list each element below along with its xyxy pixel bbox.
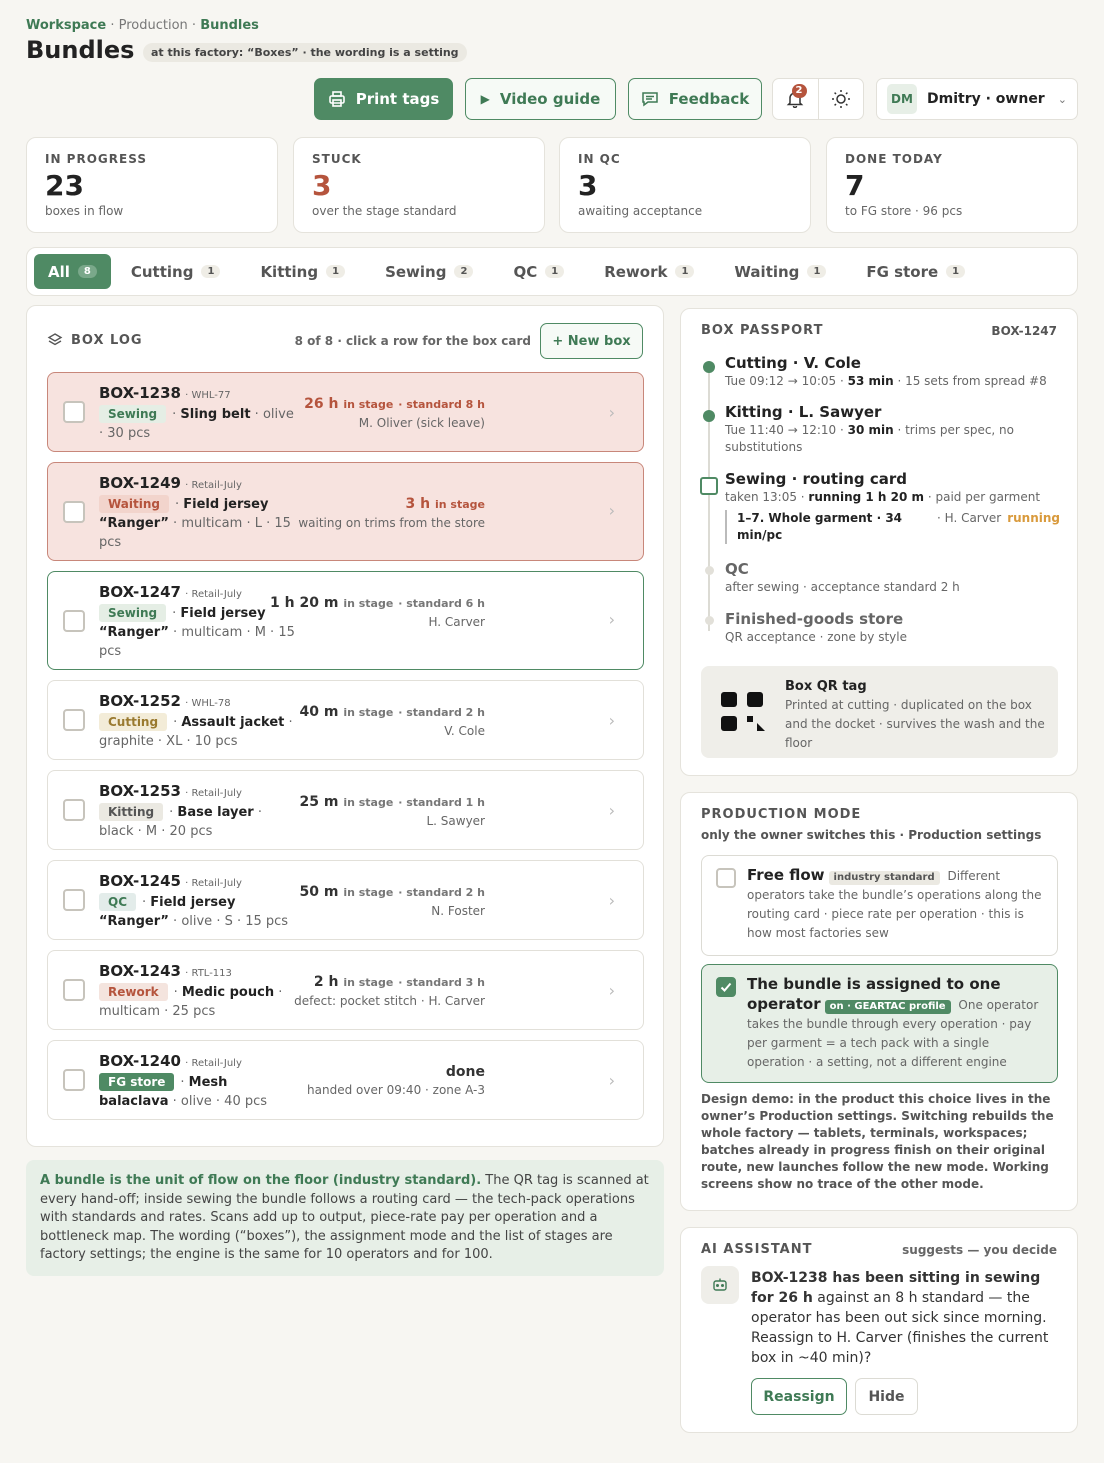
user-name: Dmitry · owner	[927, 91, 1045, 107]
box-id: BOX-1245	[99, 872, 181, 890]
box-details: olive · 30 pcs	[99, 407, 294, 441]
mode-option-name: Free flow	[747, 866, 825, 884]
layers-icon	[47, 332, 63, 348]
box-row-info: BOX-1252 · WHL-78 Cutting · Assault jacket · graphite · XL · 10 pcs	[99, 692, 293, 749]
row-checkbox[interactable]	[63, 401, 85, 423]
tab-label: All	[48, 262, 70, 281]
production-mode-subtitle: only the owner switches this · Production settings	[701, 828, 1042, 842]
step-pending-dot	[705, 566, 714, 575]
tab-count: 1	[675, 265, 694, 278]
theme-toggle-button[interactable]	[818, 79, 864, 119]
stat-sub: over the stage standard	[312, 204, 457, 218]
step-name: Cutting · V. Cole	[725, 354, 861, 372]
breadcrumb-separator: ·	[106, 18, 119, 33]
stage-tabs	[26, 247, 1078, 296]
tab-sewing[interactable]	[365, 254, 493, 289]
design-demo-note: Design demo: in the product this choice lives in the owner’s Production settings. Switching rebuilds the whole factory — tablets, terminals, workspaces; batches already in progress finish on their original route, new launches follow the new mode. Working screens show no trace of the other mode.	[701, 1092, 1054, 1191]
print-tags-label: Print tags	[355, 90, 440, 108]
breadcrumb-workspace[interactable]: Workspace	[26, 18, 107, 33]
mode-option-text: Different operators take the bundle’s operations along the routing card · piece rate per operation · this is how most factories sew	[747, 869, 1042, 940]
box-row-info: BOX-1238 · WHL-77 Sewing · Sling belt · olive · 30 pcs	[99, 384, 294, 441]
box-log-hint: 8 of 8 · click a row for the box card	[294, 334, 531, 348]
row-checkbox[interactable]	[63, 610, 85, 632]
tab-qc[interactable]	[493, 254, 584, 289]
mode-option-tag: industry standard	[829, 871, 940, 885]
box-row[interactable]	[47, 571, 644, 670]
tab-count: 1	[545, 265, 564, 278]
stage-standard: · standard 6 h	[398, 597, 485, 610]
box-style-code: Retail-July	[191, 1058, 242, 1069]
box-product: Mesh balaclava	[99, 1075, 228, 1109]
box-style-code: WHL-77	[191, 390, 231, 401]
passport-title: BOX PASSPORT	[701, 323, 824, 338]
wording-note: at this factory: “Boxes” · the wording is a setting	[143, 43, 467, 62]
info-note-lead: A bundle is the unit of flow on the floor (industry standard).	[40, 1173, 482, 1188]
box-assignee: V. Cole	[444, 724, 485, 738]
step-pending-dot	[705, 616, 714, 625]
box-assignee: handed over 09:40 · zone A-3	[307, 1083, 485, 1097]
feedback-button[interactable]	[628, 78, 762, 120]
stage-pill: Kitting	[99, 803, 163, 821]
tab-label: Cutting	[130, 262, 194, 281]
qr-tag-title: Box QR tag	[785, 679, 867, 694]
bundle-info-note	[26, 1160, 664, 1276]
stage-pill: QC	[99, 893, 136, 911]
stage-standard: · standard 1 h	[398, 796, 485, 809]
step-note: · 15 sets from spread #8	[893, 374, 1047, 388]
box-row-info: BOX-1247 · Retail-July Sewing · Field jersey “Ranger” · multicam · M · 15 pcs	[99, 583, 295, 659]
box-row-timing	[185, 703, 485, 740]
tab-label: Rework	[604, 262, 668, 281]
box-id: BOX-1253	[99, 782, 181, 800]
box-row-info: BOX-1243 · RTL-113 Rework · Medic pouch · multicam · 25 pcs	[99, 962, 283, 1019]
box-row[interactable]	[47, 680, 644, 760]
stat-value: 3	[578, 169, 598, 202]
box-product: Base layer	[177, 805, 254, 820]
time-unit: in stage	[343, 398, 394, 411]
box-style-code: Retail-July	[191, 878, 242, 889]
row-checkbox[interactable]	[63, 889, 85, 911]
box-id: BOX-1238	[99, 384, 181, 402]
box-log-panel	[26, 305, 664, 1147]
ai-message-text: against an 8 h standard — the operator has been out sick since morning. Reassign to H. Carver (finishes the current box in ~40 min)?	[751, 1290, 1049, 1366]
tab-cutting[interactable]	[111, 254, 241, 289]
feedback-label: Feedback	[668, 90, 750, 108]
box-style-code: Retail-July	[191, 788, 242, 799]
box-product: Field jersey “Ranger”	[99, 497, 269, 531]
chevron-right-icon: ›	[608, 891, 615, 910]
box-details: olive · 40 pcs	[180, 1094, 268, 1109]
comment-icon	[641, 90, 659, 108]
step-note: · trims per spec, no substitutions	[725, 423, 1015, 454]
tab-kitting[interactable]	[240, 254, 365, 289]
stat-stuck	[293, 137, 545, 233]
box-log-title: BOX LOG	[71, 332, 143, 348]
breadcrumb-current: Bundles	[200, 18, 259, 33]
time-unit: in stage	[343, 976, 394, 989]
reassign-button[interactable]: Reassign	[751, 1378, 847, 1415]
timeline-line	[708, 369, 710, 631]
tab-count: 1	[201, 265, 220, 278]
box-row-timing	[185, 495, 485, 532]
box-style-code: WHL-78	[191, 698, 231, 709]
box-assignee: waiting on trims from the store	[298, 516, 485, 530]
passport-box-id: BOX-1247	[991, 324, 1057, 338]
time-unit: in stage	[343, 796, 394, 809]
stat-in-qc	[559, 137, 811, 233]
box-id: BOX-1252	[99, 692, 181, 710]
tab-count: 8	[78, 265, 97, 278]
time-unit: in stage	[343, 706, 394, 719]
time-in-stage: 3 h	[405, 496, 431, 512]
mode-checkbox[interactable]	[716, 868, 736, 888]
operation-status: running	[1007, 511, 1060, 525]
chevron-right-icon: ›	[608, 711, 615, 730]
step-note: after sewing · acceptance standard 2 h	[725, 580, 960, 594]
row-checkbox[interactable]	[63, 799, 85, 821]
time-in-stage: 1 h 20 m	[270, 595, 339, 611]
tab-label: Kitting	[260, 262, 319, 281]
box-log-header	[47, 332, 143, 348]
tab-count: 2	[454, 265, 473, 278]
operation-name: 1–7. Whole garment · 34 min/pc	[737, 511, 903, 542]
routing-operation	[725, 510, 1060, 544]
tab-rework[interactable]	[584, 254, 714, 289]
stat-in-progress	[26, 137, 278, 233]
notification-count-badge: 2	[792, 84, 807, 98]
box-details: olive · S · 15 pcs	[181, 914, 289, 929]
stat-label: DONE TODAY	[845, 152, 943, 166]
step-time: taken 13:05 ·	[725, 490, 809, 504]
box-row-info: BOX-1253 · Retail-July Kitting · Base layer · black · M · 20 pcs	[99, 782, 262, 839]
timeline-step-qc	[725, 559, 1060, 596]
mode-option-name: The bundle is assigned to one operator	[747, 975, 1001, 1013]
page-title: Bundles	[26, 36, 135, 64]
box-style-code: Retail-July	[191, 480, 242, 491]
new-box-button[interactable]: + New box	[540, 323, 643, 359]
chevron-right-icon: ›	[608, 501, 615, 520]
tab-label: FG store	[866, 262, 939, 281]
step-current-marker	[700, 477, 718, 495]
box-qr-tag-card	[701, 666, 1058, 758]
box-row[interactable]	[47, 860, 644, 940]
video-guide-label: Video guide	[499, 90, 601, 108]
box-row-info: BOX-1240 · Retail-July FG store · Mesh balaclava · olive · 40 pcs	[99, 1052, 268, 1109]
time-in-stage: 25 m	[299, 794, 339, 810]
row-checkbox[interactable]	[63, 1069, 85, 1091]
tab-count: 1	[326, 265, 345, 278]
time-unit: in stage	[343, 886, 394, 899]
stage-pill: FG store	[99, 1073, 174, 1091]
robot-icon	[701, 1266, 739, 1304]
ai-message-lead: BOX-1238 has been sitting in sewing for 26 h	[751, 1270, 1041, 1306]
tab-count: 1	[807, 265, 826, 278]
play-icon: ▶	[480, 92, 490, 106]
stat-value: 7	[845, 169, 865, 202]
box-passport-panel	[680, 308, 1078, 776]
box-id: BOX-1247	[99, 583, 181, 601]
breadcrumb	[26, 18, 259, 33]
box-row-timing	[185, 793, 485, 830]
timeline-step-cutting	[725, 353, 1060, 390]
box-row[interactable]	[47, 770, 644, 850]
tab-fg-store[interactable]	[846, 254, 985, 289]
step-name: Kitting · L. Sawyer	[725, 403, 882, 421]
print-tags-button[interactable]	[314, 78, 453, 120]
step-note: · paid per garment	[924, 490, 1041, 504]
notifications-button[interactable]	[773, 79, 818, 119]
time-in-stage: 2 h	[313, 974, 339, 990]
stage-pill: Rework	[99, 983, 168, 1001]
stage-pill: Sewing	[99, 604, 166, 622]
box-details: multicam · M · 15 pcs	[99, 625, 295, 659]
box-row-timing	[185, 395, 485, 432]
step-done-dot	[703, 410, 715, 422]
avatar: DM	[887, 84, 917, 114]
row-checkbox[interactable]	[63, 979, 85, 1001]
ai-assistant-panel	[680, 1227, 1078, 1433]
timeline-step-kitting	[725, 402, 1060, 456]
tab-label: QC	[513, 262, 538, 281]
box-id: BOX-1240	[99, 1052, 181, 1070]
ai-assistant-title: AI ASSISTANT	[701, 1242, 813, 1257]
production-mode-panel	[680, 792, 1078, 1211]
time-unit: in stage	[435, 498, 485, 511]
breadcrumb-production[interactable]: Production	[118, 18, 188, 33]
row-checkbox[interactable]	[63, 501, 85, 523]
box-details: multicam · L · 15 pcs	[99, 516, 291, 550]
tab-count: 1	[946, 265, 965, 278]
step-duration: 53 min	[847, 374, 894, 388]
qr-code-icon	[721, 692, 765, 732]
box-row-timing	[185, 594, 485, 631]
operation-operator: · H. Carver	[937, 511, 1002, 525]
box-id: BOX-1243	[99, 962, 181, 980]
stat-sub: awaiting acceptance	[578, 204, 703, 218]
box-row-info: BOX-1249 · Retail-July Waiting · Field jersey “Ranger” · multicam · L · 15 pcs	[99, 474, 291, 550]
stat-sub: boxes in flow	[45, 204, 124, 218]
timeline-step-fg-store	[725, 609, 1060, 646]
stage-standard: · standard 8 h	[398, 398, 485, 411]
icon-toolbar	[772, 78, 864, 120]
stat-label: STUCK	[312, 152, 362, 166]
step-duration: running 1 h 20 m	[808, 490, 925, 504]
mode-option-tag: on · GEARTAC profile	[825, 1000, 951, 1014]
stat-value: 23	[45, 169, 84, 202]
chevron-right-icon: ›	[608, 801, 615, 820]
box-product: Assault jacket	[181, 715, 285, 730]
box-details: black · M · 20 pcs	[99, 824, 213, 839]
box-row-timing	[185, 1063, 485, 1099]
info-note-text: The QR tag is scanned at every hand-off; inside sewing the bundle follows a routing card — the tech-pack operations with standards and rates. Scans add up to output, piece-rate pay per operation and a bottleneck map. The wording (“boxes”), the assignment mode and the list of stages are factory settings; the engine is the same for 10 operators and for 100.	[40, 1173, 649, 1262]
mode-option-text: One operator takes the bundle through every operation · pay per garment = a tech pack with a single operation · a setting, not a different engine	[747, 998, 1039, 1069]
mode-checkbox-checked[interactable]	[716, 977, 736, 997]
printer-icon	[328, 90, 346, 108]
box-row[interactable]	[47, 1040, 644, 1120]
video-guide-button[interactable]	[465, 78, 616, 120]
qr-tag-text: Printed at cutting · duplicated on the box and the docket · survives the wash and the floor	[785, 698, 1045, 750]
chevron-right-icon: ›	[608, 981, 615, 1000]
chevron-right-icon: ›	[608, 403, 615, 422]
mode-option-free-flow[interactable]	[701, 855, 1058, 956]
step-name: QC	[725, 560, 749, 578]
step-name: Finished-goods store	[725, 610, 904, 628]
box-row-timing	[185, 973, 485, 1010]
box-product: Sling belt	[180, 407, 251, 422]
box-product: Field jersey “Ranger”	[99, 895, 236, 929]
tab-all[interactable]	[34, 254, 111, 289]
box-product: Medic pouch	[181, 985, 275, 1000]
time-in-stage: 50 m	[299, 884, 339, 900]
breadcrumb-separator: ·	[187, 18, 201, 33]
step-time: Tue 09:12 → 10:05 ·	[725, 374, 848, 388]
box-product: Field jersey “Ranger”	[99, 606, 266, 640]
step-time: Tue 11:40 → 12:10 ·	[725, 423, 848, 437]
box-id: BOX-1249	[99, 474, 181, 492]
box-details: graphite · XL · 10 pcs	[99, 734, 238, 749]
box-row[interactable]	[47, 950, 644, 1030]
production-mode-title: PRODUCTION MODE	[701, 807, 862, 822]
box-assignee: defect: pocket stitch · H. Carver	[294, 994, 485, 1008]
check-icon	[718, 979, 734, 995]
box-row-timing	[185, 883, 485, 920]
time-in-stage: 26 h	[304, 396, 339, 412]
box-assignee: H. Carver	[428, 615, 485, 629]
step-name: Sewing · routing card	[725, 470, 908, 488]
box-row-info: BOX-1245 · Retail-July QC · Field jersey “Ranger” · olive · S · 15 pcs	[99, 872, 289, 929]
ai-suggestion-message	[751, 1268, 1061, 1368]
time-in-stage: done	[445, 1064, 485, 1080]
chevron-right-icon: ›	[608, 1071, 615, 1090]
stat-sub: to FG store · 96 pcs	[845, 204, 963, 218]
stage-standard: · standard 2 h	[398, 886, 485, 899]
qr-tag-info	[785, 677, 1047, 753]
tab-waiting[interactable]	[714, 254, 846, 289]
stat-done-today	[826, 137, 1078, 233]
tab-label: Sewing	[385, 262, 447, 281]
chevron-right-icon: ›	[608, 610, 615, 629]
sun-icon	[831, 89, 851, 109]
box-row[interactable]	[47, 372, 644, 452]
chevron-down-icon: ⌄	[1057, 92, 1067, 106]
box-style-code: RTL-113	[191, 968, 232, 979]
stage-standard: · standard 3 h	[398, 976, 485, 989]
box-assignee: L. Sawyer	[426, 814, 485, 828]
ai-assistant-hint: suggests — you decide	[902, 1243, 1057, 1257]
box-style-code: Retail-July	[191, 589, 242, 600]
box-assignee: N. Foster	[431, 904, 485, 918]
stage-pill: Sewing	[99, 405, 166, 423]
box-details: multicam · 25 pcs	[99, 1004, 216, 1019]
stat-value: 3	[312, 169, 332, 202]
hide-button[interactable]: Hide	[855, 1378, 918, 1415]
step-done-dot	[703, 361, 715, 373]
row-checkbox[interactable]	[63, 709, 85, 731]
stage-standard: · standard 2 h	[398, 706, 485, 719]
box-assignee: M. Oliver (sick leave)	[358, 416, 485, 430]
timeline-step-sewing	[725, 469, 1060, 544]
stage-pill: Cutting	[99, 713, 167, 731]
stat-label: IN QC	[578, 152, 621, 166]
time-in-stage: 40 m	[299, 704, 339, 720]
stage-pill: Waiting	[99, 495, 169, 513]
tab-label: Waiting	[734, 262, 800, 281]
stat-label: IN PROGRESS	[45, 152, 147, 166]
step-note: QR acceptance · zone by style	[725, 630, 907, 644]
box-row[interactable]	[47, 462, 644, 561]
time-unit: in stage	[343, 597, 394, 610]
step-duration: 30 min	[847, 423, 894, 437]
mode-option-single-operator[interactable]	[701, 964, 1058, 1083]
user-menu[interactable]	[876, 78, 1078, 120]
